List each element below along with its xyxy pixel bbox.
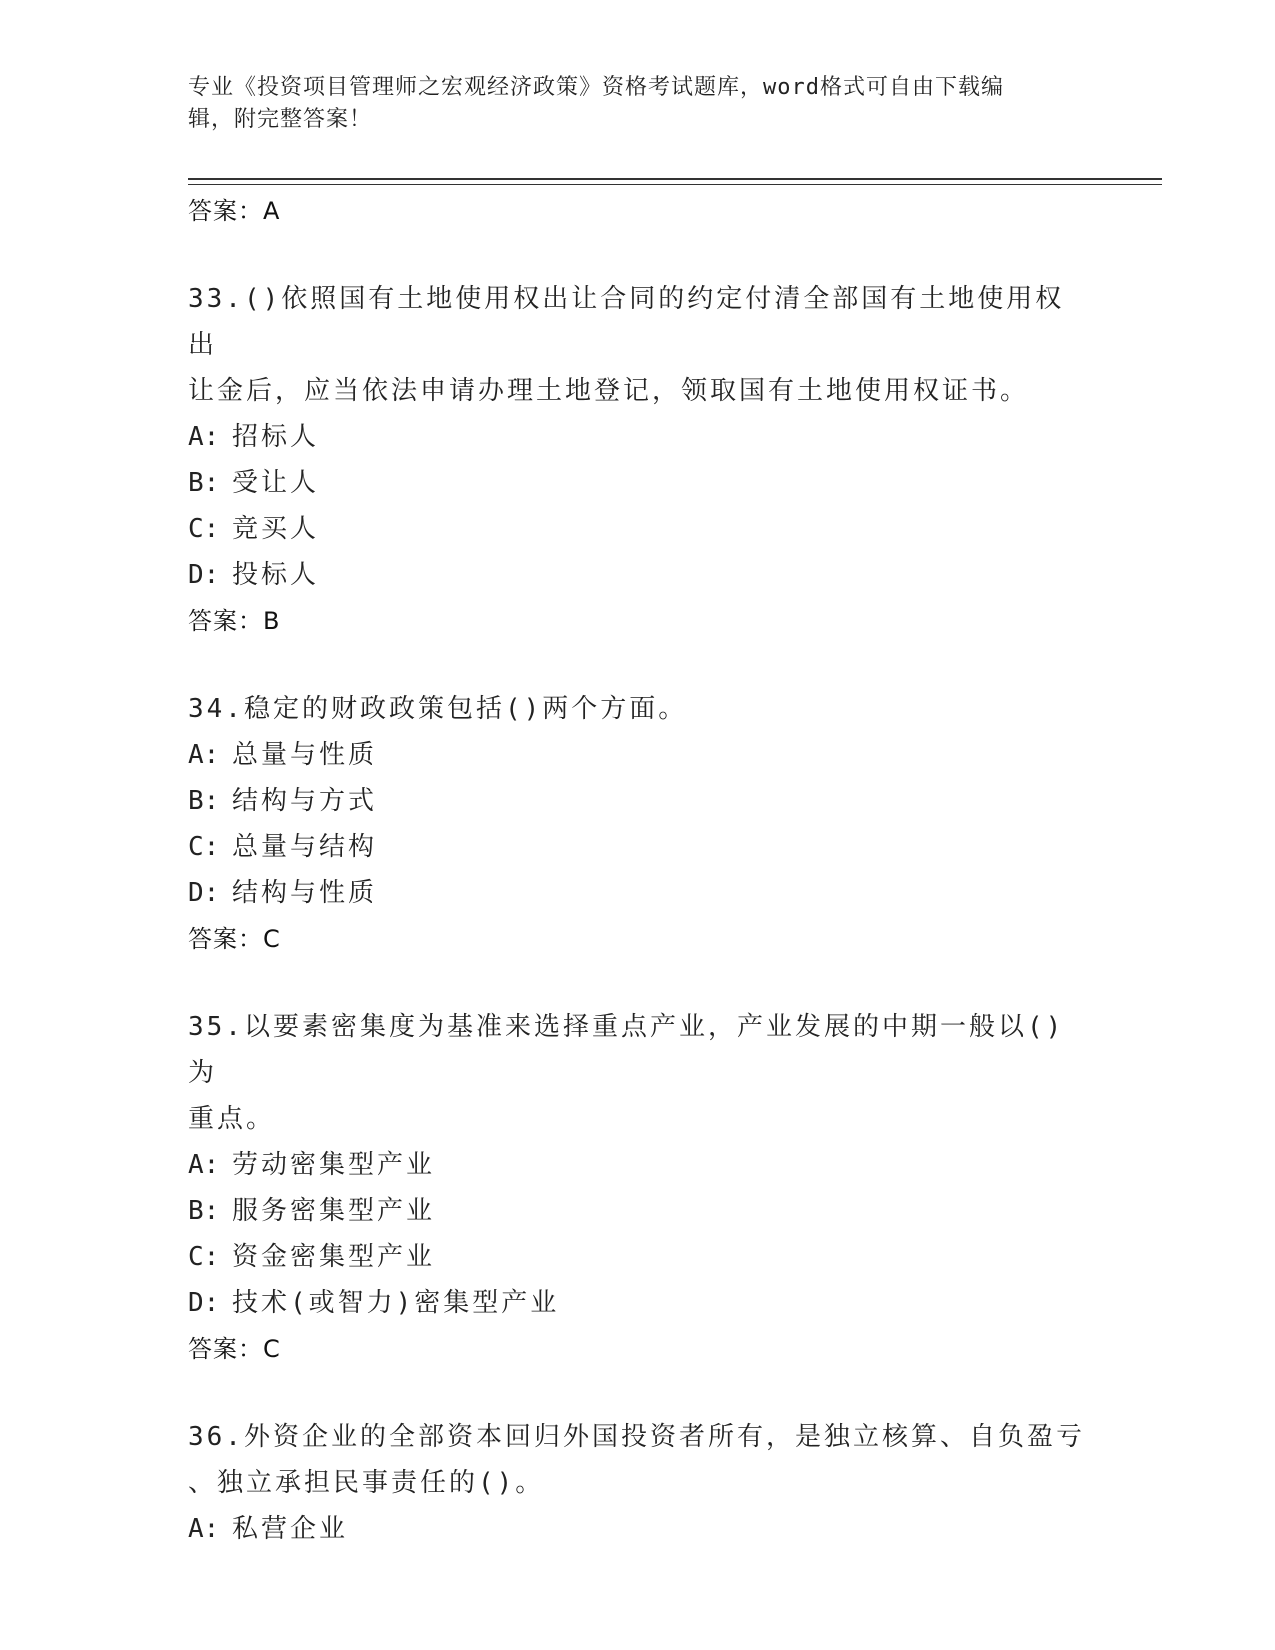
question-line-1: 35.以要素密集度为基准来选择重点产业，产业发展的中期一般以()为 [188,1012,1065,1088]
option-d [188,1280,1088,1326]
answer-value: C [263,1335,280,1363]
question-text [188,686,1088,732]
question-line-2: 、独立承担民事责任的()。 [188,1468,545,1498]
question-text [188,276,1088,414]
header-line-2: 辑，附完整答案！ [188,107,373,132]
option-c [188,824,1088,870]
answer-label: 答案： [188,925,263,953]
option-c [188,506,1088,552]
question-block [188,276,1088,644]
option-text: 劳动密集型产业 [232,1150,436,1180]
answer-value: C [263,925,280,953]
option-text: 招标人 [232,422,320,452]
option-b [188,460,1088,506]
option-key: A: [188,1150,220,1180]
option-text: 资金密集型产业 [232,1242,436,1272]
question-block [188,686,1088,962]
question-text [188,1414,1088,1506]
question-list [188,188,1088,1552]
question-line-2: 重点。 [188,1104,276,1134]
header-line-1: 专业《投资项目管理师之宏观经济政策》资格考试题库，word格式可自由下载编 [188,75,1004,100]
option-key: B: [188,1196,220,1226]
option-key: D: [188,560,220,590]
question-line-1: 33.()依照国有土地使用权出让合同的约定付清全部国有土地使用权出 [188,284,1065,360]
answer-label: 答案： [188,1335,263,1363]
option-text: 结构与方式 [232,786,378,816]
answer-value: A [263,197,280,225]
option-key: A: [188,740,220,770]
answer-line [188,1326,1088,1372]
option-key: A: [188,1514,220,1544]
option-text: 总量与结构 [232,832,378,862]
option-key: D: [188,878,220,908]
option-c [188,1234,1088,1280]
question-block [188,1004,1088,1372]
option-d [188,552,1088,598]
option-a [188,414,1088,460]
option-key: C: [188,1242,220,1272]
option-key: A: [188,422,220,452]
answer-line [188,916,1088,962]
option-text: 总量与性质 [232,740,378,770]
question-line-2: 让金后，应当依法申请办理土地登记，领取国有土地使用权证书。 [188,376,1030,406]
option-key: B: [188,468,220,498]
option-text: 受让人 [232,468,320,498]
answer-label: 答案： [188,197,263,225]
option-a [188,1142,1088,1188]
option-a [188,732,1088,778]
option-text: 竞买人 [232,514,320,544]
option-key: C: [188,514,220,544]
header-divider-thick [188,178,1162,180]
option-key: C: [188,832,220,862]
option-b [188,1188,1088,1234]
document-header [188,72,1068,136]
option-b [188,778,1088,824]
option-d [188,870,1088,916]
answer-line [188,598,1088,644]
question-line-1: 34.稳定的财政政策包括()两个方面。 [188,694,688,724]
option-key: D: [188,1288,220,1318]
option-text: 服务密集型产业 [232,1196,436,1226]
option-text: 私营企业 [232,1514,349,1544]
option-a [188,1506,1088,1552]
question-line-1: 36.外资企业的全部资本回归外国投资者所有，是独立核算、自负盈亏 [188,1422,1085,1452]
answer-value: B [263,607,280,635]
option-key: B: [188,786,220,816]
header-divider-thin [188,184,1162,185]
answer-line [188,188,1088,234]
question-text [188,1004,1088,1142]
answer-label: 答案： [188,607,263,635]
question-block [188,1414,1088,1552]
option-text: 结构与性质 [232,878,378,908]
option-text: 技术(或智力)密集型产业 [232,1288,560,1318]
option-text: 投标人 [232,560,320,590]
